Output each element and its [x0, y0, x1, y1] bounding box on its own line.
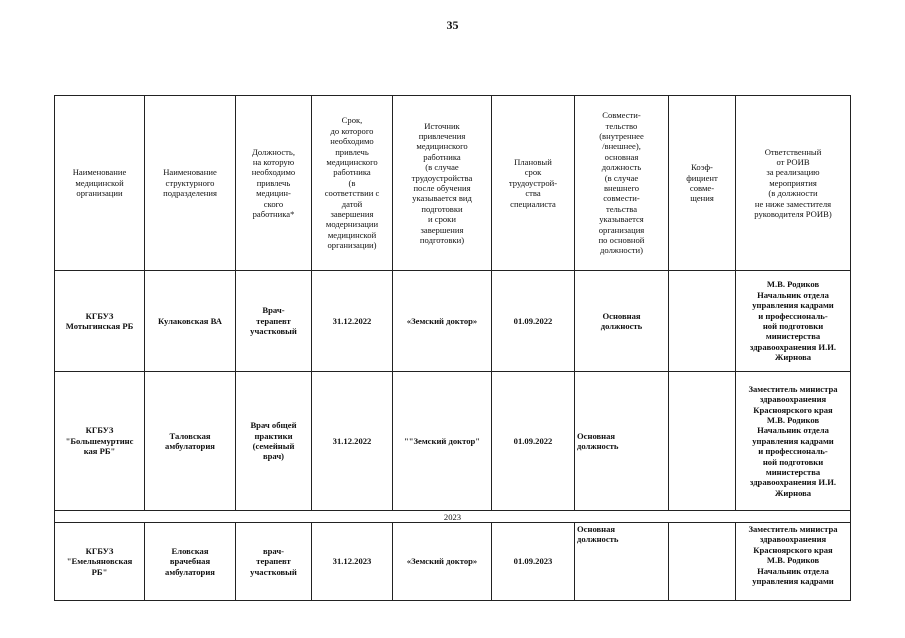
table-row	[55, 271, 851, 372]
cell-position: Врач общей практики (семейный врач)	[236, 372, 312, 511]
cell-planned: 01.09.2022	[492, 271, 575, 372]
table-row	[55, 372, 851, 511]
cell-planned: 01.09.2023	[492, 523, 575, 601]
header-org: Наименование медицинской организации	[55, 96, 145, 271]
cell-combination: Основная должность	[575, 271, 669, 372]
cell-position: Врач- терапевт участковый	[236, 271, 312, 372]
header-combination: Совмести- тельство (внутреннее /внешнее), основная должность (в случае внешнего совмести- тельства указывается организация по основной должности)	[575, 96, 669, 271]
cell-org: КГБУЗ Мотыгинская РБ	[55, 271, 145, 372]
header-unit: Наименование структурного подразделения	[145, 96, 236, 271]
header-responsible: Ответственный от РОИВ за реализацию мероприятия (в должности не ниже заместителя руководителя РОИВ)	[736, 96, 851, 271]
cell-source: «Земский доктор»	[393, 523, 492, 601]
header-row	[55, 96, 851, 271]
cell-deadline: 31.12.2022	[312, 372, 393, 511]
cell-coef	[669, 271, 736, 372]
table-row	[55, 523, 851, 601]
header-planned: Плановый срок трудоустрой- ства специалиста	[492, 96, 575, 271]
cell-responsible: Заместитель министра здравоохранения Красноярского края М.В. Родиков Начальник отдела управления кадрами	[736, 523, 851, 601]
header-source: Источник привлечения медицинского работника (в случае трудоустройства после обучения указывается вид подготовки и сроки завершения подготовки)	[393, 96, 492, 271]
cell-position: врач- терапевт участковый	[236, 523, 312, 601]
staffing-table	[54, 95, 851, 601]
year-label: 2023	[55, 511, 851, 523]
page-number: 35	[446, 18, 459, 32]
cell-combination: Основная должность	[575, 372, 669, 511]
cell-coef	[669, 523, 736, 601]
cell-responsible: М.В. Родиков Начальник отдела управления кадрами и профессиональ- ной подготовки министерства здравоохранения И.И. Жирнова	[736, 271, 851, 372]
cell-coef	[669, 372, 736, 511]
cell-unit: Кулаковская ВА	[145, 271, 236, 372]
cell-source: «Земский доктор»	[393, 271, 492, 372]
header-deadline: Срок, до которого необходимо привлечь медицинского работника (в соответствии с датой завершения модернизации медицинской организации)	[312, 96, 393, 271]
year-row	[55, 511, 851, 523]
cell-org: КГБУЗ "Емельяновская РБ"	[55, 523, 145, 601]
cell-responsible: Заместитель министра здравоохранения Красноярского края М.В. Родиков Начальник отдела управления кадрами и профессиональ- ной подготовки министерства здравоохранения И.И. Жирнова	[736, 372, 851, 511]
header-coef: Коэф- фициент совме- щения	[669, 96, 736, 271]
cell-deadline: 31.12.2023	[312, 523, 393, 601]
cell-source: ""Земский доктор"	[393, 372, 492, 511]
cell-planned: 01.09.2022	[492, 372, 575, 511]
header-position: Должность, на которую необходимо привлечь медицин- ского работника*	[236, 96, 312, 271]
cell-unit: Таловская амбулатория	[145, 372, 236, 511]
cell-combination: Основная должность	[575, 523, 669, 601]
cell-unit: Еловская врачебная амбулатория	[145, 523, 236, 601]
cell-org: КГБУЗ "Большемуртинс кая РБ"	[55, 372, 145, 511]
cell-deadline: 31.12.2022	[312, 271, 393, 372]
